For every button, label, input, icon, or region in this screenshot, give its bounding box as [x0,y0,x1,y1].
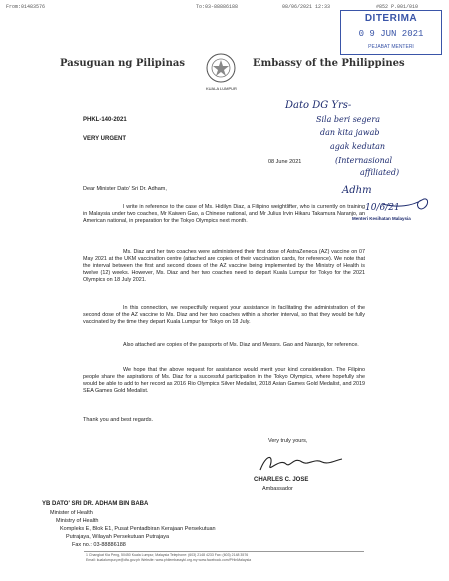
fax-datetime: 08/06/2021 12:33 [282,4,331,10]
salutation: Dear Minister Dato' Sri Dr. Adham, [83,186,167,192]
footer-address: 1 Changkat Kia Peng, 50450 Kuala Lumpur, Malaysia Telephone: (603) 2148 4233 Fax: (603) 2148 3576 [86,553,249,557]
received-stamp [340,10,442,55]
handwritten-note-6: affiliated) [360,168,400,177]
paragraph-2: Ms. Diaz and her two coaches were administered their first dose of AstraZeneca (AZ) vaccine on 07 May 2021 at the UKM vaccination centre (attached are copies of their vaccination cards, for reference). We note that the interval between the first and second doses of the AZ vaccine being implemented by the Ministry of Health is twelve (12) weeks. However, Ms. Diaz and her two coaches need to depart Kuala Lumpur for Tokyo for the 2021 Olympics on 18 July 2021. [83,249,365,283]
paragraph-3: In this connection, we respectfully request your assistance in facilitating the administration of the second dose of the AZ vaccine to Ms. Diaz and her two coaches within a shorter interval, so that they would be fully vaccinated by the time they depart Kuala Lumpur for Tokyo on 18 July. [83,305,365,325]
letterhead-right: Embassy of the Philippines [253,58,405,69]
handwritten-note-3: dan kita jawab [320,128,380,137]
handwritten-note-4: agak kedutan [330,142,386,151]
minister-stamp: Menteri Kesihatan Malaysia [352,216,411,221]
urgency: VERY URGENT [83,136,127,142]
stamp-office: PEJABAT MENTERI [368,44,414,50]
paragraph-4: Also attached are copies of the passports of Ms. Diaz and Messrs. Gao and Naranjo, for reference. [123,342,359,348]
paragraph-5: We hope that the above request for assistance would merit your kind consideration. The Filipino people share the aspirations of Ms. Diaz for a successful participation in the Tokyo Olympics, where hopefully she would be able to add to her record as 2016 Rio Olympics Silver Medalist, 2018 Asian Games Gold Medalist, and 2019 SEA Games Gold Medalist. [83,367,365,394]
recipient-name: YB DATO' SRI DR. ADHAM BIN BABA [42,501,149,507]
handwritten-date: 10/6/21 [365,203,400,213]
handwritten-note-5: (Internasional [335,156,393,165]
footer-contact: Email: kualalumpur.pe@dfa.gov.ph Website: www.philembassykl.org.my www.facebook.com/PHinMalaysia [86,558,252,562]
stamp-date: 0 9 JUN 2021 [358,29,424,39]
signatory-name: CHARLES C. JOSE [254,477,309,483]
handwritten-note-7: Adhm [342,185,372,196]
paragraph-6: Thank you and best regards. [83,417,154,423]
recipient-line-5: Fax no.: 03-88886188 [72,542,126,548]
paragraph-1: I write in reference to the case of Ms. Hidilyn Diaz, a Filipino weightlifter, who is currently on training in Malaysia under two coaches, Mr Kaiwen Gao, a Chinese national, and Mr Julius Irvin Hikaru Takamura Naranjo, an American national, in preparation for the Tokyo Olympics next month. [83,204,365,224]
letterhead-city: KUALA LUMPUR [206,86,237,91]
recipient-line-4: Putrajaya, Wilayah Persekutuan Putrajaya [66,534,170,540]
fax-from: From:01483576 [6,4,46,10]
signatory-title: Ambassador [262,486,293,492]
recipient-line-1: Minister of Health [50,510,93,516]
footer-rule [84,551,364,552]
recipient-line-2: Ministry of Health [56,518,99,524]
fax-to: To:03-88886188 [196,4,239,10]
recipient-line-3: Kompleks E, Blok E1, Pusat Pentadbiran Kerajaan Persekutuan [60,526,216,532]
closing: Very truly yours, [268,438,308,444]
reference-number: PHKL-140-2021 [83,117,127,123]
seal-icon [205,52,237,89]
handwritten-note-1: Dato DG Yrs- [285,100,352,111]
letterhead-left: Pasuguan ng Pilipinas [60,58,185,69]
handwritten-note-2: Sila beri segera [316,115,380,124]
stamp-title: DITERIMA [364,13,418,24]
letter-date: 08 June 2021 [268,159,302,165]
fax-page: #852 P.001/010 [376,4,419,10]
